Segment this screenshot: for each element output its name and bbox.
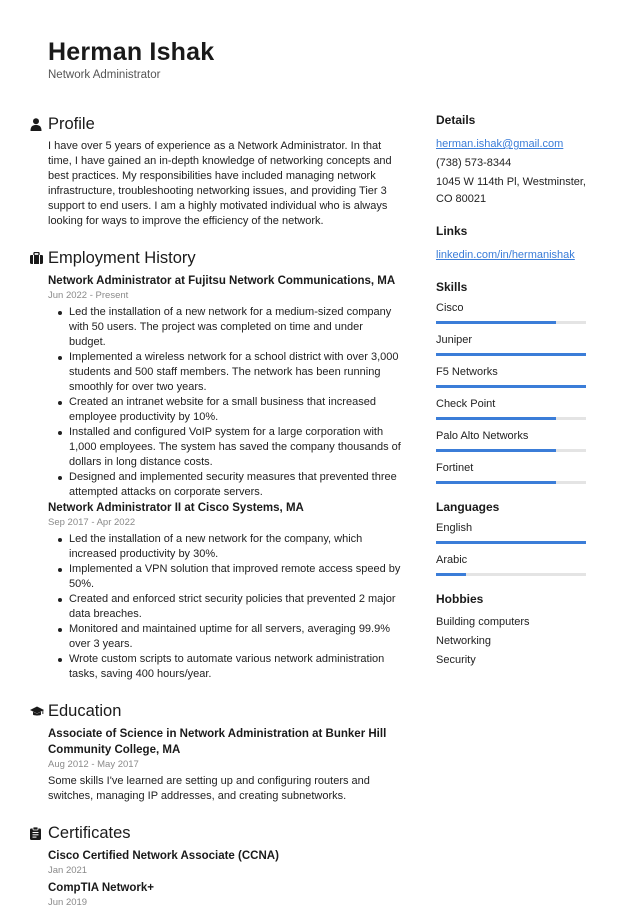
skills-list — [436, 301, 596, 484]
briefcase-icon — [30, 251, 48, 265]
certificates-section — [30, 822, 402, 905]
level-bar — [436, 417, 586, 420]
level-bar — [436, 481, 586, 484]
bullet-item: Designed and implemented security measures that prevented three attempted attacks on corporate servers. — [58, 470, 402, 500]
job-title: Network Administrator at Fujitsu Network Communications, MA — [48, 275, 396, 287]
bullet-item: Installed and configured VoIP system for a large corporation with 1,000 employees. The system has saved the company thousands of dollars in long distance costs. — [58, 425, 402, 470]
level-bar-fill — [436, 321, 556, 324]
certificate-name: CompTIA Network+ — [48, 882, 154, 894]
section-title: Employment History — [48, 248, 196, 267]
certificate-date: Jan 2021 — [48, 865, 88, 876]
level-bar — [436, 449, 586, 452]
level-bar — [436, 353, 586, 356]
level-item — [436, 429, 596, 452]
hobbies-section — [436, 592, 596, 670]
certificate-entry — [48, 848, 402, 878]
education-heading — [30, 700, 402, 722]
level-bar-fill — [436, 417, 556, 420]
profile-heading — [30, 113, 402, 135]
level-bar — [436, 385, 586, 388]
level-item — [436, 301, 596, 324]
level-item — [436, 365, 596, 388]
certificates-heading — [30, 822, 402, 844]
bullet-item: Implemented a wireless network for a school district with over 3,000 students and 500 staff members. The network has been running smoothly for over two years. — [58, 350, 402, 395]
links-heading: Links — [436, 224, 468, 238]
hobbies-heading: Hobbies — [436, 592, 484, 606]
degree-title: Associate of Science in Network Administration at Bunker Hill Community College, MA — [48, 728, 387, 756]
level-name: Cisco — [436, 302, 464, 314]
bullet-item: Implemented a VPN solution that improved remote access speed by 50%. — [58, 562, 402, 592]
job-title: Network Administrator II at Cisco Systems, MA — [48, 502, 304, 514]
candidate-title: Network Administrator — [48, 69, 161, 81]
email-link[interactable]: herman.ishak@gmail.com — [436, 138, 564, 150]
linkedin-link[interactable]: linkedin.com/in/hermanishak — [436, 249, 575, 261]
languages-heading: Languages — [436, 500, 500, 514]
languages-section — [436, 500, 596, 576]
level-bar-fill — [436, 573, 466, 576]
details-heading: Details — [436, 113, 476, 127]
section-title: Certificates — [48, 823, 131, 842]
certificate-name: Cisco Certified Network Associate (CCNA) — [48, 850, 279, 862]
level-item — [436, 553, 596, 576]
certificate-entry — [48, 880, 402, 905]
phone-number: (738) 573-8344 — [436, 157, 512, 169]
level-name: Check Point — [436, 398, 496, 410]
bullet-item: Monitored and maintained uptime for all servers, averaging 99.9% over 3 years. — [58, 622, 402, 652]
employment-section — [30, 247, 402, 682]
level-bar — [436, 321, 586, 324]
clipboard-icon — [30, 826, 48, 840]
hobby-item: Networking — [436, 635, 492, 647]
job-entry — [48, 500, 402, 682]
address: 1045 W 114th Pl, Westminster, CO 80021 — [436, 176, 586, 205]
skills-section — [436, 280, 596, 484]
profile-text: I have over 5 years of experience as a Network Administrator. In that time, I have gained an in-depth knowledge of networking concepts and best practices. My responsibilities have included managing network infrastructure, troubleshooting networking issues, and providing Tier 3 support to end users. I am a highly motivated individual who is always looking for ways to improve the efficiency of the network. — [48, 140, 392, 227]
bullet-item: Created and enforced strict security policies that prevented 2 major data breaches. — [58, 592, 402, 622]
bullet-item: Led the installation of a new network for a medium-sized company with 50 users. The project was completed on time and under budget. — [58, 305, 402, 350]
bullet-item: Wrote custom scripts to automate various network administration tasks, saving 400 hours/year. — [58, 652, 402, 682]
employment-heading — [30, 247, 402, 269]
level-bar-fill — [436, 353, 586, 356]
level-name: Fortinet — [436, 462, 474, 474]
profile-section — [30, 113, 402, 229]
certificate-date: Jun 2019 — [48, 897, 88, 905]
level-name: Juniper — [436, 334, 473, 346]
level-bar — [436, 573, 586, 576]
level-item — [436, 397, 596, 420]
level-bar — [436, 541, 586, 544]
bullet-item: Created an intranet website for a small business that increased employee productivity by 10%. — [58, 395, 402, 425]
job-bullets — [48, 532, 402, 682]
level-bar-fill — [436, 385, 586, 388]
graduation-cap-icon — [30, 704, 48, 718]
languages-list — [436, 521, 596, 576]
main-column — [30, 113, 402, 905]
job-entry — [48, 273, 402, 500]
level-bar-fill — [436, 541, 586, 544]
level-name: Arabic — [436, 554, 468, 566]
job-date: Sep 2017 - Apr 2022 — [48, 517, 136, 528]
hobby-item: Security — [436, 654, 476, 666]
level-bar-fill — [436, 449, 556, 452]
education-section — [30, 700, 402, 804]
level-name: English — [436, 522, 473, 534]
person-icon — [30, 117, 48, 131]
skills-heading: Skills — [436, 280, 468, 294]
sidebar — [436, 113, 596, 686]
resume-header — [48, 38, 214, 81]
level-item — [436, 333, 596, 356]
hobby-item: Building computers — [436, 616, 530, 628]
education-text: Some skills I've learned are setting up and configuring routers and switches, managing IP addresses, and creating subnetworks. — [48, 775, 370, 802]
job-bullets — [48, 305, 402, 500]
level-item — [436, 461, 596, 484]
section-title: Profile — [48, 114, 95, 133]
job-date: Jun 2022 - Present — [48, 290, 129, 301]
bullet-item: Led the installation of a new network for the company, which increased productivity by 30%. — [58, 532, 402, 562]
candidate-name: Herman Ishak — [48, 38, 215, 66]
level-item — [436, 521, 596, 544]
details-section — [436, 113, 596, 208]
education-date: Aug 2012 - May 2017 — [48, 759, 139, 770]
level-bar-fill — [436, 481, 556, 484]
section-title: Education — [48, 701, 122, 720]
level-name: Palo Alto Networks — [436, 430, 529, 442]
links-section — [436, 224, 596, 264]
level-name: F5 Networks — [436, 366, 498, 378]
